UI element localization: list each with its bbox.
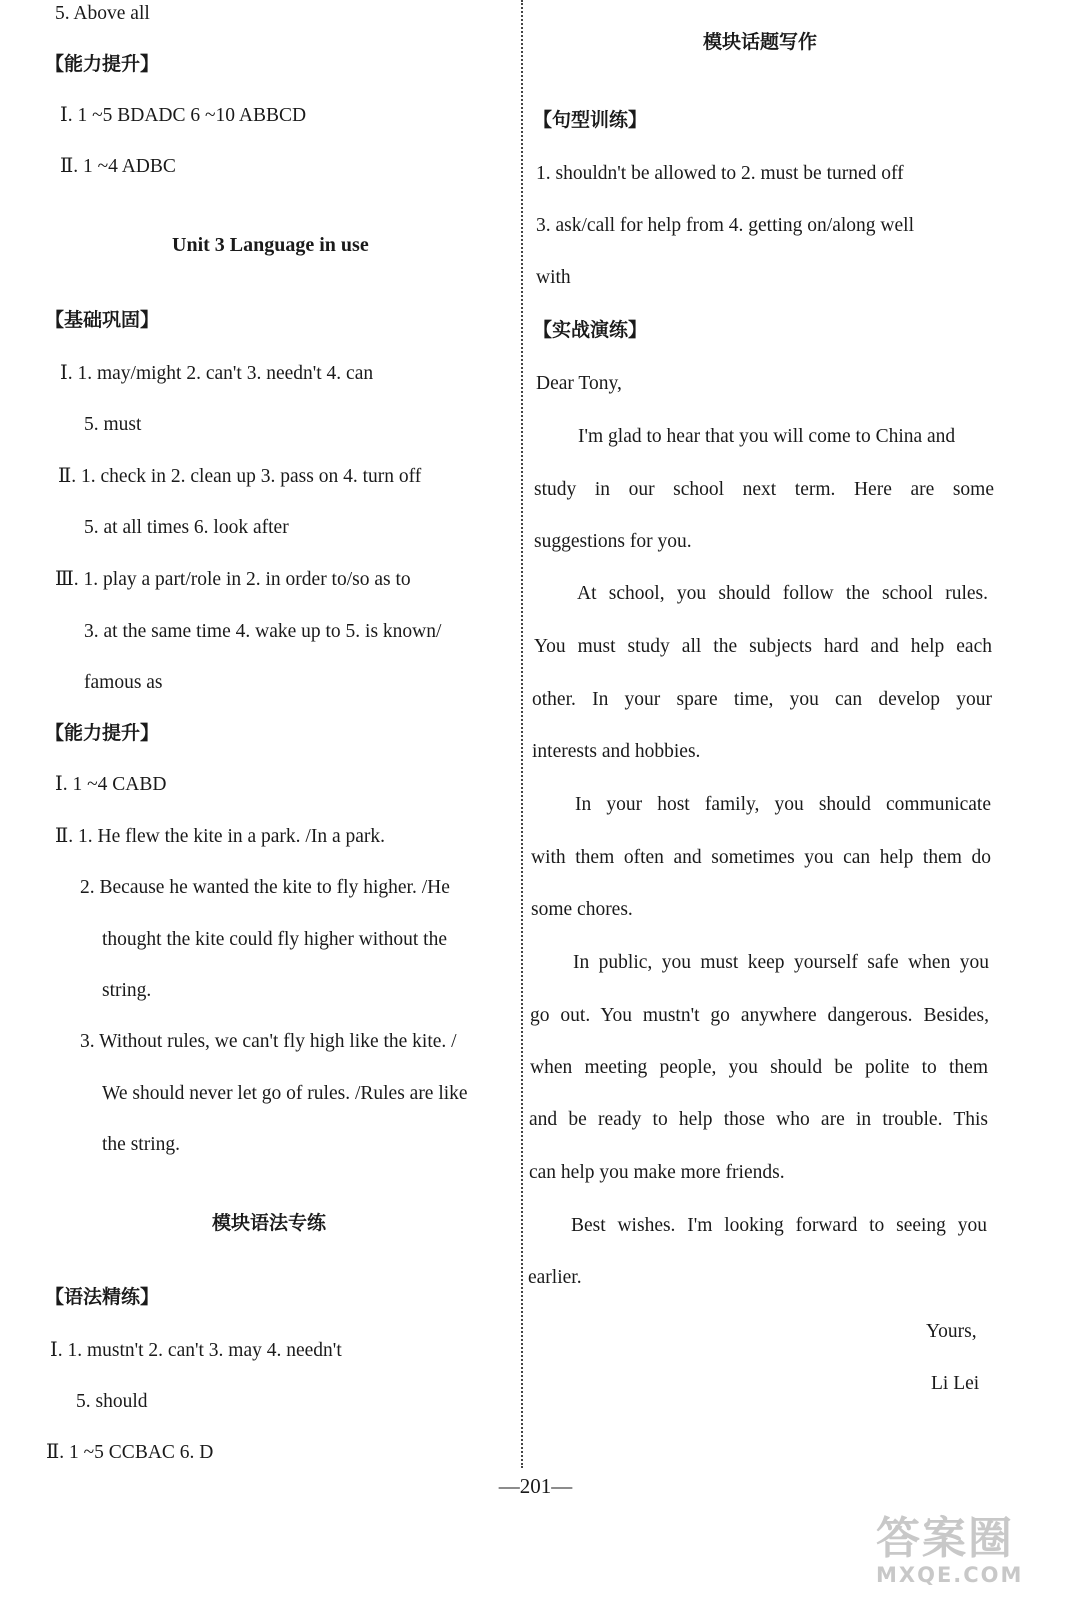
unit-title: Unit 3 Language in use (172, 234, 369, 256)
section-heading: 【能力提升】 (45, 722, 160, 744)
page-number: —201— (498, 1474, 573, 1498)
answer-line: 2. Because he wanted the kite to fly higher. /He (80, 877, 450, 898)
answer-line: thought the kite could fly higher without the (102, 929, 447, 950)
answer-line: Ⅰ. 1 ~5 BDADC 6 ~10 ABBCD (60, 105, 307, 126)
letter-text-line: In your host family, you should communicate (575, 794, 991, 815)
letter-text-line: In public, you must keep yourself safe when you (573, 952, 989, 973)
answer-line: Ⅱ. 1. He flew the kite in a park. /In a park. (55, 826, 386, 847)
answer-line: 1. shouldn't be allowed to 2. must be turned off (536, 163, 904, 184)
answer-line: famous as (84, 672, 163, 693)
column-divider (521, 0, 523, 1468)
answer-line: Ⅰ. 1. may/might 2. can't 3. needn't 4. can (60, 363, 374, 384)
letter-signature: Li Lei (931, 1373, 980, 1394)
answer-line: Ⅱ. 1 ~5 CCBAC 6. D (46, 1442, 214, 1463)
letter-text-line: and be ready to help those who are in trouble. This (529, 1109, 988, 1130)
letter-closing: Yours, (926, 1321, 977, 1342)
letter-text-line: study in our school next term. Here are some (534, 479, 994, 500)
answer-line: 3. ask/call for help from 4. getting on/along well (536, 215, 914, 236)
letter-text-line: At school, you should follow the school rules. (577, 583, 988, 604)
letter-text-line: some chores. (531, 899, 633, 920)
watermark-text: 答案圈 (876, 1513, 1014, 1564)
answer-line: 5. Above all (55, 3, 150, 24)
section-heading: 【句型训练】 (533, 109, 648, 131)
answer-line: string. (102, 980, 152, 1001)
section-heading: 【语法精练】 (45, 1286, 160, 1308)
answer-line: the string. (102, 1134, 180, 1155)
letter-text-line: suggestions for you. (534, 531, 692, 552)
answer-line: We should never let go of rules. /Rules are like (102, 1083, 468, 1104)
answer-line: Ⅰ. 1. mustn't 2. can't 3. may 4. needn't (50, 1340, 342, 1361)
letter-text-line: with them often and sometimes you can help them do (531, 847, 991, 868)
section-heading: 【能力提升】 (45, 53, 160, 75)
grammar-section-title: 模块语法专练 (212, 1212, 327, 1234)
answer-line: 5. must (84, 414, 142, 435)
writing-section-title: 模块话题写作 (703, 31, 818, 53)
answer-line: 5. should (76, 1391, 148, 1412)
letter-text-line: I'm glad to hear that you will come to China and (578, 426, 956, 447)
answer-line: Ⅲ. 1. play a part/role in 2. in order to/so as to (55, 569, 411, 590)
letter-text-line: Best wishes. I'm looking forward to seeing you (571, 1215, 987, 1236)
answer-line: with (536, 267, 571, 288)
section-heading: 【实战演练】 (533, 319, 648, 341)
section-heading: 【基础巩固】 (45, 309, 160, 331)
answer-line: Ⅱ. 1. check in 2. clean up 3. pass on 4. turn off (58, 466, 422, 487)
letter-text-line: when meeting people, you should be polite to them (530, 1057, 988, 1078)
letter-text-line: go out. You mustn't go anywhere dangerous. Besides, (530, 1005, 989, 1026)
answer-line: 5. at all times 6. look after (84, 517, 289, 538)
watermark-logo (876, 1515, 1046, 1595)
letter-text-line: other. In your spare time, you can develop your (532, 689, 992, 710)
letter-text-line: You must study all the subjects hard and help each (534, 636, 992, 657)
watermark-url: MXQE.COM (876, 1563, 1024, 1587)
letter-text-line: interests and hobbies. (532, 741, 701, 762)
answer-line: 3. at the same time 4. wake up to 5. is known/ (84, 621, 442, 642)
answer-line: Ⅰ. 1 ~4 CABD (55, 774, 167, 795)
answer-line: 3. Without rules, we can't fly high like the kite. / (80, 1031, 457, 1052)
letter-text-line: can help you make more friends. (529, 1162, 785, 1183)
answer-line: Ⅱ. 1 ~4 ADBC (60, 156, 176, 177)
letter-text-line: earlier. (528, 1267, 582, 1288)
letter-salutation: Dear Tony, (536, 373, 622, 394)
